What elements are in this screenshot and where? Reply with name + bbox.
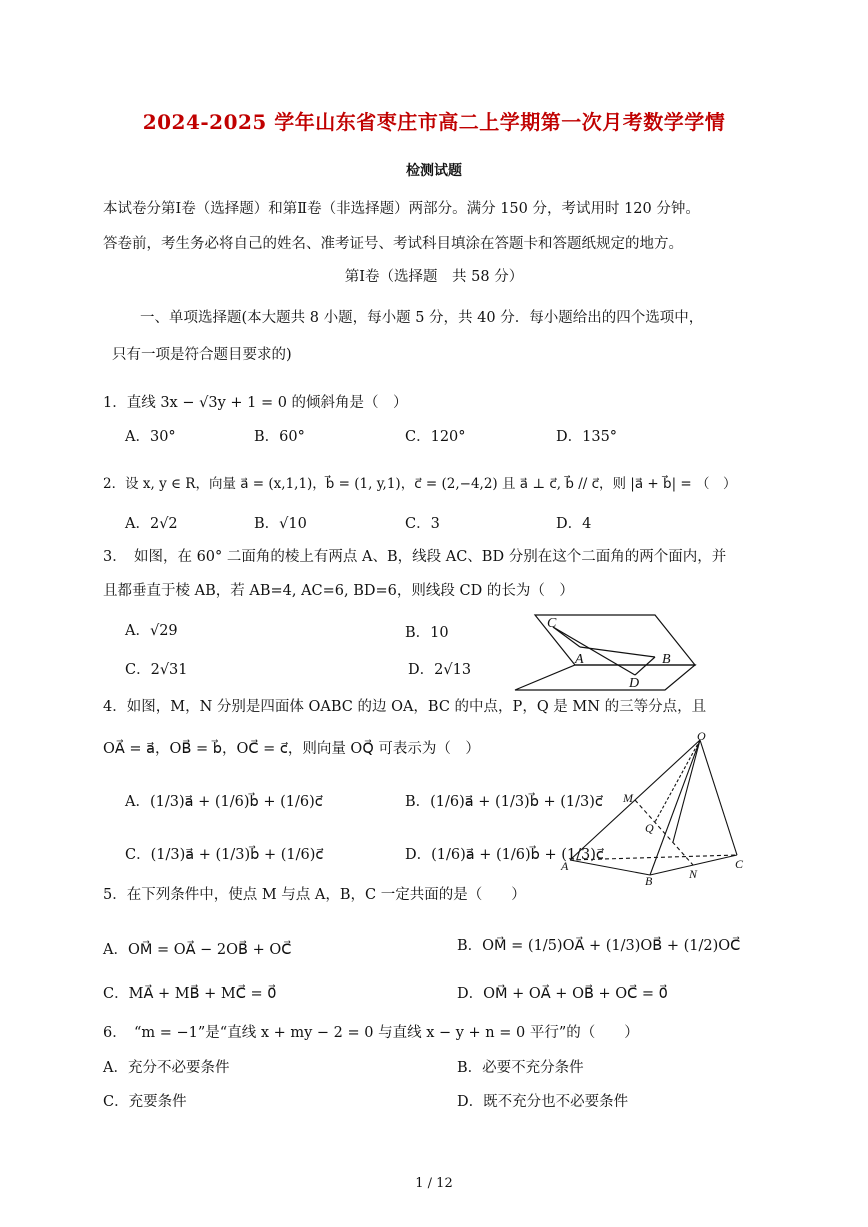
q4-stem-line-1: 4．如图，M，N 分别是四面体 OABC 的边 OA，BC 的中点，P，Q 是 MN 的三等分点，且	[103, 699, 707, 715]
label-q: Q	[645, 821, 654, 835]
dihedral-angle-figure	[505, 605, 705, 695]
q2-option-d: D．4	[556, 516, 592, 532]
q4-stem-line-2: OA⃗ = a⃗，OB⃗ = b⃗，OC⃗ = c⃗，则向量 OQ⃗ 可表示为（ ）	[103, 741, 480, 757]
edge-oc	[700, 740, 737, 855]
q3-stem-line-2: 且都垂直于棱 AB，若 AB=4, AC=6, BD=6，则线段 CD 的长为（ ）	[103, 583, 574, 599]
document-title: 2024-2025 学年山东省枣庄市高二上学期第一次月考数学学情	[142, 110, 726, 134]
vector-oq	[655, 740, 700, 822]
q1-option-b: B．60°	[254, 429, 305, 445]
q4-option-a: A．(1/3)a⃗ + (1/6)b⃗ + (1/6)c⃗	[125, 794, 323, 810]
part1-heading: 第Ⅰ卷（选择题 共 58 分）	[344, 269, 524, 285]
label-b: B	[645, 874, 653, 885]
q3-option-d: D．2√13	[408, 662, 472, 678]
label-a: A	[575, 652, 584, 667]
q6-option-d: D．既不充分也不必要条件	[457, 1094, 629, 1110]
label-d: D	[629, 676, 640, 691]
vector-op	[673, 740, 700, 842]
q3-option-a: A．√29	[125, 623, 178, 639]
q6-stem: 6． “m = −1”是“直线 x + my − 2 = 0 与直线 x − y + n = 0 平行”的（ ）	[103, 1025, 639, 1041]
label-b: B	[662, 652, 671, 667]
label-m: M	[623, 791, 633, 805]
q4-option-c: C．(1/3)a⃗ + (1/3)b⃗ + (1/6)c⃗	[125, 847, 324, 863]
label-n: N	[689, 867, 698, 881]
q1-option-a: A．30°	[125, 429, 176, 445]
q6-option-a: A．充分不必要条件	[103, 1060, 230, 1076]
q2-option-c: C．3	[405, 516, 440, 532]
q3-option-b: B．10	[405, 625, 449, 641]
label-a: A	[561, 859, 569, 873]
q6-option-b: B．必要不充分条件	[457, 1060, 584, 1076]
label-o: O	[697, 730, 706, 743]
label-c: C	[547, 616, 557, 631]
q1-option-c: C．120°	[405, 429, 466, 445]
section1-line-1: 一、单项选择题(本大题共 8 小题，每小题 5 分，共 40 分．每小题给出的四个选项中，	[140, 310, 704, 326]
q6-option-c: C．充要条件	[103, 1094, 187, 1110]
q1-stem: 1．直线 3x − √3y + 1 = 0 的倾斜角是（ ）	[103, 395, 408, 411]
edge-ac	[570, 855, 737, 860]
intro-line-2: 答卷前，考生务必将自己的姓名、准考证号、考试科目填涂在答题卡和答题纸规定的地方。	[103, 236, 683, 252]
q2-option-b: B．√10	[254, 516, 307, 532]
q3-stem-line-1: 3． 如图，在 60° 二面角的棱上有两点 A、B，线段 AC、BD 分别在这个二面角的两个面内，并	[103, 549, 727, 565]
segment-cd	[553, 627, 635, 675]
label-c: C	[735, 857, 744, 871]
q5-option-b: B．OM⃗ = (1/5)OA⃗ + (1/3)OB⃗ + (1/2)OC⃗	[457, 938, 741, 954]
q5-option-a: A．OM⃗ = OA⃗ − 2OB⃗ + OC⃗	[103, 942, 292, 958]
q4-option-b: B．(1/6)a⃗ + (1/3)b⃗ + (1/3)c⃗	[405, 794, 603, 810]
q5-option-c: C．MA⃗ + MB⃗ + MC⃗ = 0⃗	[103, 986, 277, 1002]
q2-stem: 2．设 x, y ∈ R，向量 a⃗ = (x,1,1)，b⃗ = (1, y,1)，c⃗ = (2,−4,2) 且 a⃗ ⊥ c⃗, b⃗ // c⃗，则 |a⃗ + b⃗| = （ ）	[103, 476, 737, 492]
section1-line-2: 只有一项是符合题目要求的)	[112, 347, 292, 363]
intro-line-1: 本试卷分第Ⅰ卷（选择题）和第Ⅱ卷（非选择题）两部分。满分 150 分，考试用时 120 分钟。	[103, 201, 700, 217]
edge-ab	[570, 860, 650, 875]
segment-bd	[635, 657, 655, 675]
upper-plane	[535, 615, 695, 665]
document-subtitle: 检测试题	[406, 163, 462, 179]
q2-option-a: A．2√2	[125, 516, 178, 532]
edge-ob	[650, 740, 700, 875]
q1-option-d: D．135°	[556, 429, 618, 445]
page-number: 1 / 12	[415, 1176, 453, 1191]
q4-option-d: D．(1/6)a⃗ + (1/6)b⃗ + (1/3)c⃗	[405, 847, 604, 863]
segment-mn	[635, 800, 693, 865]
q5-stem: 5．在下列条件中，使点 M 与点 A，B，C 一定共面的是（ ）	[103, 887, 526, 903]
q3-option-c: C．2√31	[125, 662, 188, 678]
edge-ab	[580, 647, 655, 657]
lower-plane	[515, 665, 695, 690]
q5-option-d: D．OM⃗ + OA⃗ + OB⃗ + OC⃗ = 0⃗	[457, 986, 668, 1002]
tetrahedron-figure	[555, 730, 755, 885]
